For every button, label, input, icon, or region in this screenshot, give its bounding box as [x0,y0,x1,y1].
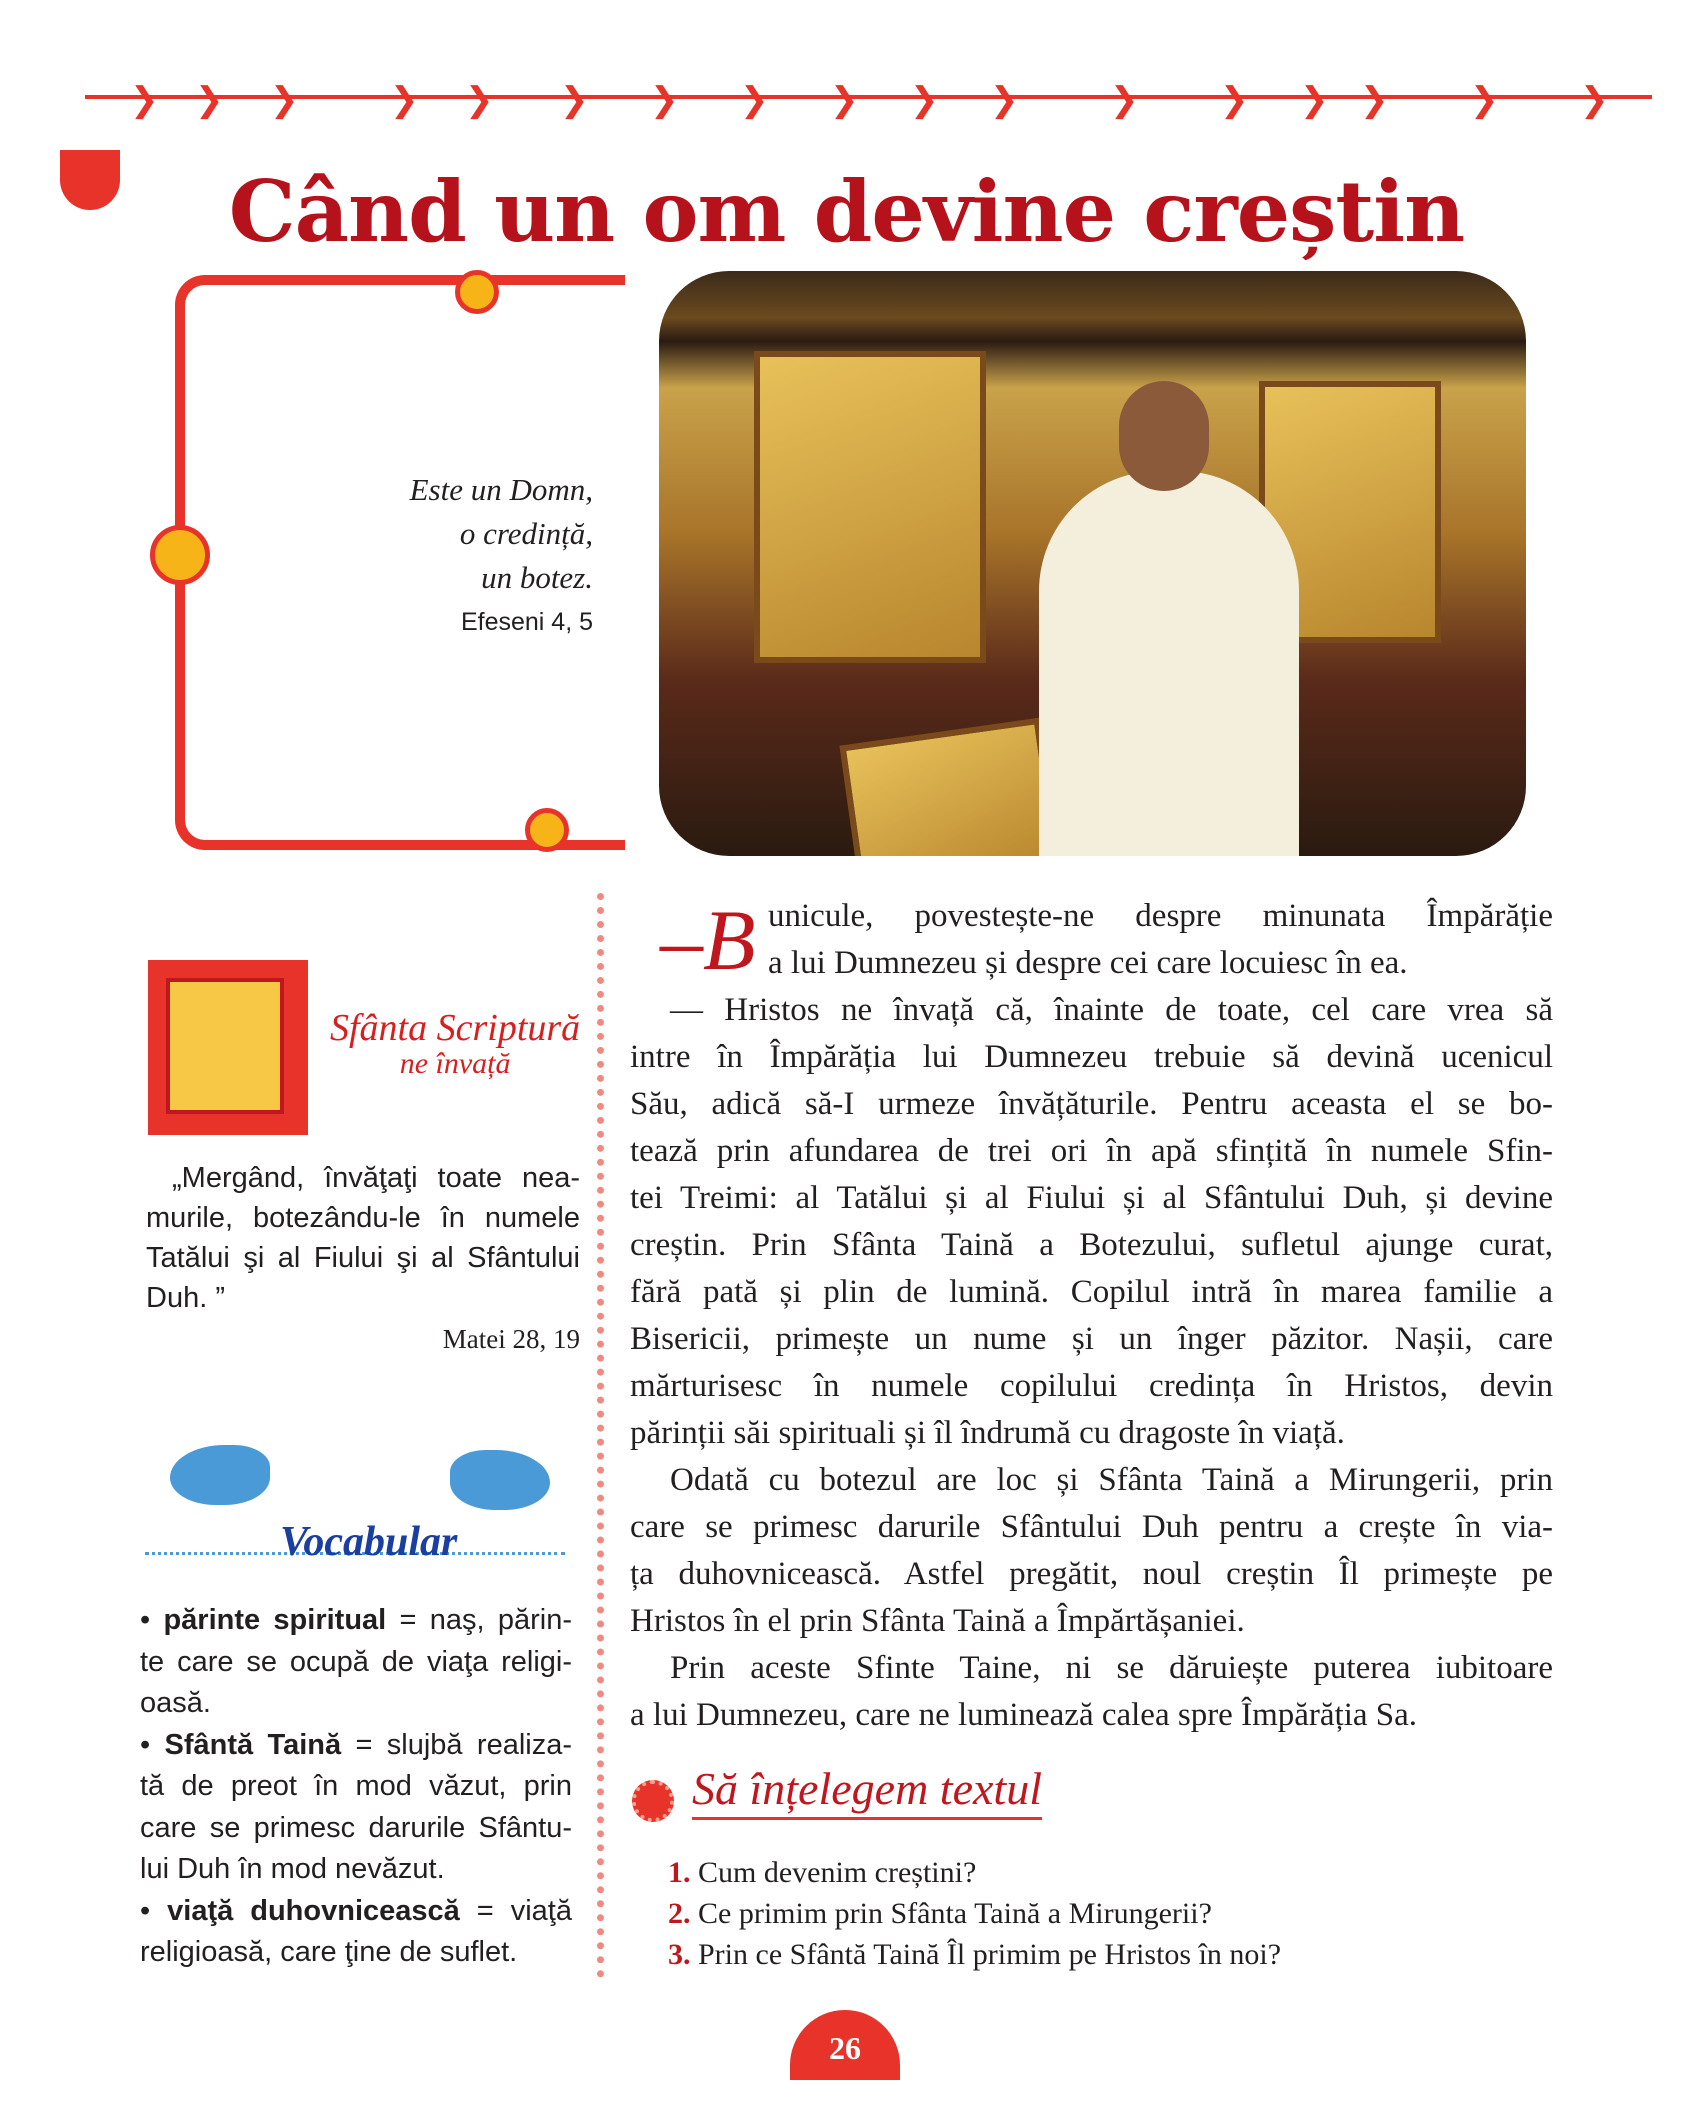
baptism-photo [659,271,1526,856]
vocabulary-bullet: • [140,1604,164,1636]
vocabulary-rest: oasă. [140,1687,211,1719]
epigraph-line: o credință, [459,516,593,551]
hook-ornament-icon: ❯ [1300,82,1329,119]
vocabulary-rest: tă de preot în mod văzut, prin [140,1770,572,1802]
epigraph-line: un botez. [481,560,593,595]
vocabulary-rest: = naş, părin- [386,1604,572,1636]
text-line: părinții săi spirituali și îl îndrumă cu dragoste în viață. [630,1415,1345,1451]
question-number: 1. [668,1856,691,1889]
hook-ornament-icon: ❯ [390,82,419,119]
hook-ornament-icon: ❯ [130,82,159,119]
text-line: tează prin afundarea de trei ori în apă sfințită în numele Sfin- [630,1133,1553,1169]
text-line: care se primesc darurile Sfântului Duh pentru a crește în via- [630,1509,1553,1545]
scripture-quote [146,1158,580,1318]
scripture-heading [330,1007,581,1082]
quote-line: „Mergând, învăţaţi toate nea- [172,1162,580,1194]
vocabulary-rest: care se primesc darurile Sfântu- [140,1811,572,1844]
scripture-reference: Matei 28, 19 [442,1324,580,1354]
flower-ornament-icon [455,270,499,314]
text-line: intre în Împărăția lui Dumnezeu trebuie să devină ucenicul [630,1039,1553,1075]
vocabulary-line [140,1849,572,1891]
question-text: Ce primim prin Sfânta Taină a Mirungerii? [698,1897,1212,1930]
vocabulary-line [140,1683,572,1725]
question-text: Prin ce Sfântă Taină Îl primim pe Hristos în noi? [698,1938,1282,1971]
question-item [668,1852,1281,1893]
priest-figure [1039,471,1299,856]
question-number: 2. [668,1897,691,1930]
bird-icon [450,1450,550,1510]
page-number: 26 [790,2010,900,2080]
hook-ornament-icon: ❯ [1470,82,1499,119]
text-line: creștin. Prin Sfânta Taină a Botezului, sufletul ajunge curat, [630,1227,1553,1263]
text-line: Bisericii, primește un nume și un înger păzitor. Nașii, care [630,1321,1553,1357]
hook-ornament-icon: ❯ [910,82,939,119]
vocabulary-bold: viaţă duhovnicească [167,1894,460,1927]
vocabulary-line [140,1891,572,1933]
question-item [668,1893,1281,1934]
vocabulary-list [140,1600,572,1974]
vocabulary-bullet: • [140,1894,168,1927]
text-line: fără pată și plin de lumină. Copilul intră în marea familie a [630,1274,1553,1310]
scripture-subtitle: ne învață [399,1047,511,1080]
vocabulary-line [140,1808,572,1850]
vocabulary-line [140,1642,572,1684]
decorative-border-line [85,95,1652,99]
hook-ornament-icon: ❯ [1360,82,1389,119]
hook-ornament-icon: ❯ [560,82,589,119]
text-line: a lui Dumnezeu și despre cei care locuiesc în ea. [768,945,1408,981]
page-title: Când un om devine creștin [228,162,1465,261]
hook-ornament-icon: ❯ [1110,82,1139,119]
text-line: mărturisesc în numele copilului credința în Hristos, devin [630,1368,1553,1404]
text-line: Său, adică să-I urmeze învățăturile. Pentru aceasta el se bo- [630,1086,1553,1122]
vocabulary-rest: te care se ocupă de viaţa religi- [140,1645,572,1678]
text-line: — Hristos ne învață că, înainte de toate, cel care vrea să [670,992,1553,1028]
quote-line: Duh. ” [146,1282,225,1314]
quote-line: murile, botezându-le în numele [146,1202,580,1234]
column-divider [597,893,604,1978]
vocabulary-bold: părinte spiritual [163,1604,387,1636]
text-line: Hristos în el prin Sfânta Taină a Împărtășaniei. [630,1603,1245,1639]
vocabulary-line [140,1766,572,1808]
drop-cap: –B [660,892,756,988]
vocabulary-bold: Sfântă Taină [164,1728,342,1761]
epigraph-quote [410,468,593,600]
epigraph-reference: Efeseni 4, 5 [460,608,593,636]
hook-ornament-icon: ❯ [465,82,494,119]
hook-ornament-icon: ❯ [650,82,679,119]
priest-head [1119,381,1209,491]
text-line: unicule, povestește-ne despre minunata Împărăție [768,898,1553,934]
vocabulary-rest: lui Duh în mod nevăzut. [140,1853,445,1885]
text-line: tei Treimi: al Tatălui și al Fiului și al Sfântului Duh, și devine [630,1180,1553,1216]
hook-ornament-icon: ❯ [1220,82,1249,119]
hook-ornament-icon: ❯ [990,82,1019,119]
vocabulary-rest: religioasă, care ţine de suflet. [140,1936,518,1968]
text-line: a lui Dumnezeu, care ne luminează calea spre Împărăția Sa. [630,1697,1418,1733]
question-text: Cum devenim creștini? [698,1856,977,1889]
main-text [630,893,1553,1739]
bird-icon [170,1445,270,1505]
flower-ornament-icon [150,525,210,585]
icon-painting [839,718,1060,856]
questions-list [668,1852,1281,1975]
vocabulary-rest: = viaţă [459,1894,572,1927]
flower-bullet-icon [632,1780,674,1822]
questions-title: Să înțelegem textul [692,1762,1042,1820]
hook-ornament-icon: ❯ [830,82,859,119]
scripture-title: Sfânta Scriptură [330,1007,581,1049]
question-number: 3. [668,1938,691,1971]
vocabulary-line [140,1600,572,1642]
vocabulary-line [140,1725,572,1767]
hook-ornament-icon: ❯ [1580,82,1609,119]
vocabulary-bullet: • [140,1728,165,1761]
text-line: ța duhovnicească. Astfel pregătit, noul creștin Îl primește pe [630,1556,1553,1592]
hook-ornament-icon: ❯ [195,82,224,119]
vocabulary-line [140,1932,572,1974]
hook-ornament-icon: ❯ [740,82,769,119]
question-item [668,1934,1281,1975]
epigraph-line: Este un Domn, [409,472,593,507]
icon-painting [754,351,986,663]
flower-ornament-icon [525,808,569,852]
text-line: Odată cu botezul are loc și Sfânta Taină a Mirungerii, prin [670,1462,1553,1498]
text-line: Prin aceste Sfinte Taine, ni se dăruiește puterea iubitoare [670,1650,1553,1686]
quote-line: Tatălui şi al Fiului şi al Sfântului [146,1242,580,1274]
vocabulary-rest: = slujbă realiza- [341,1728,573,1761]
vocabulary-title: Vocabular [280,1519,458,1565]
scripture-book-icon [148,960,308,1135]
hook-ornament-icon: ❯ [270,82,299,119]
